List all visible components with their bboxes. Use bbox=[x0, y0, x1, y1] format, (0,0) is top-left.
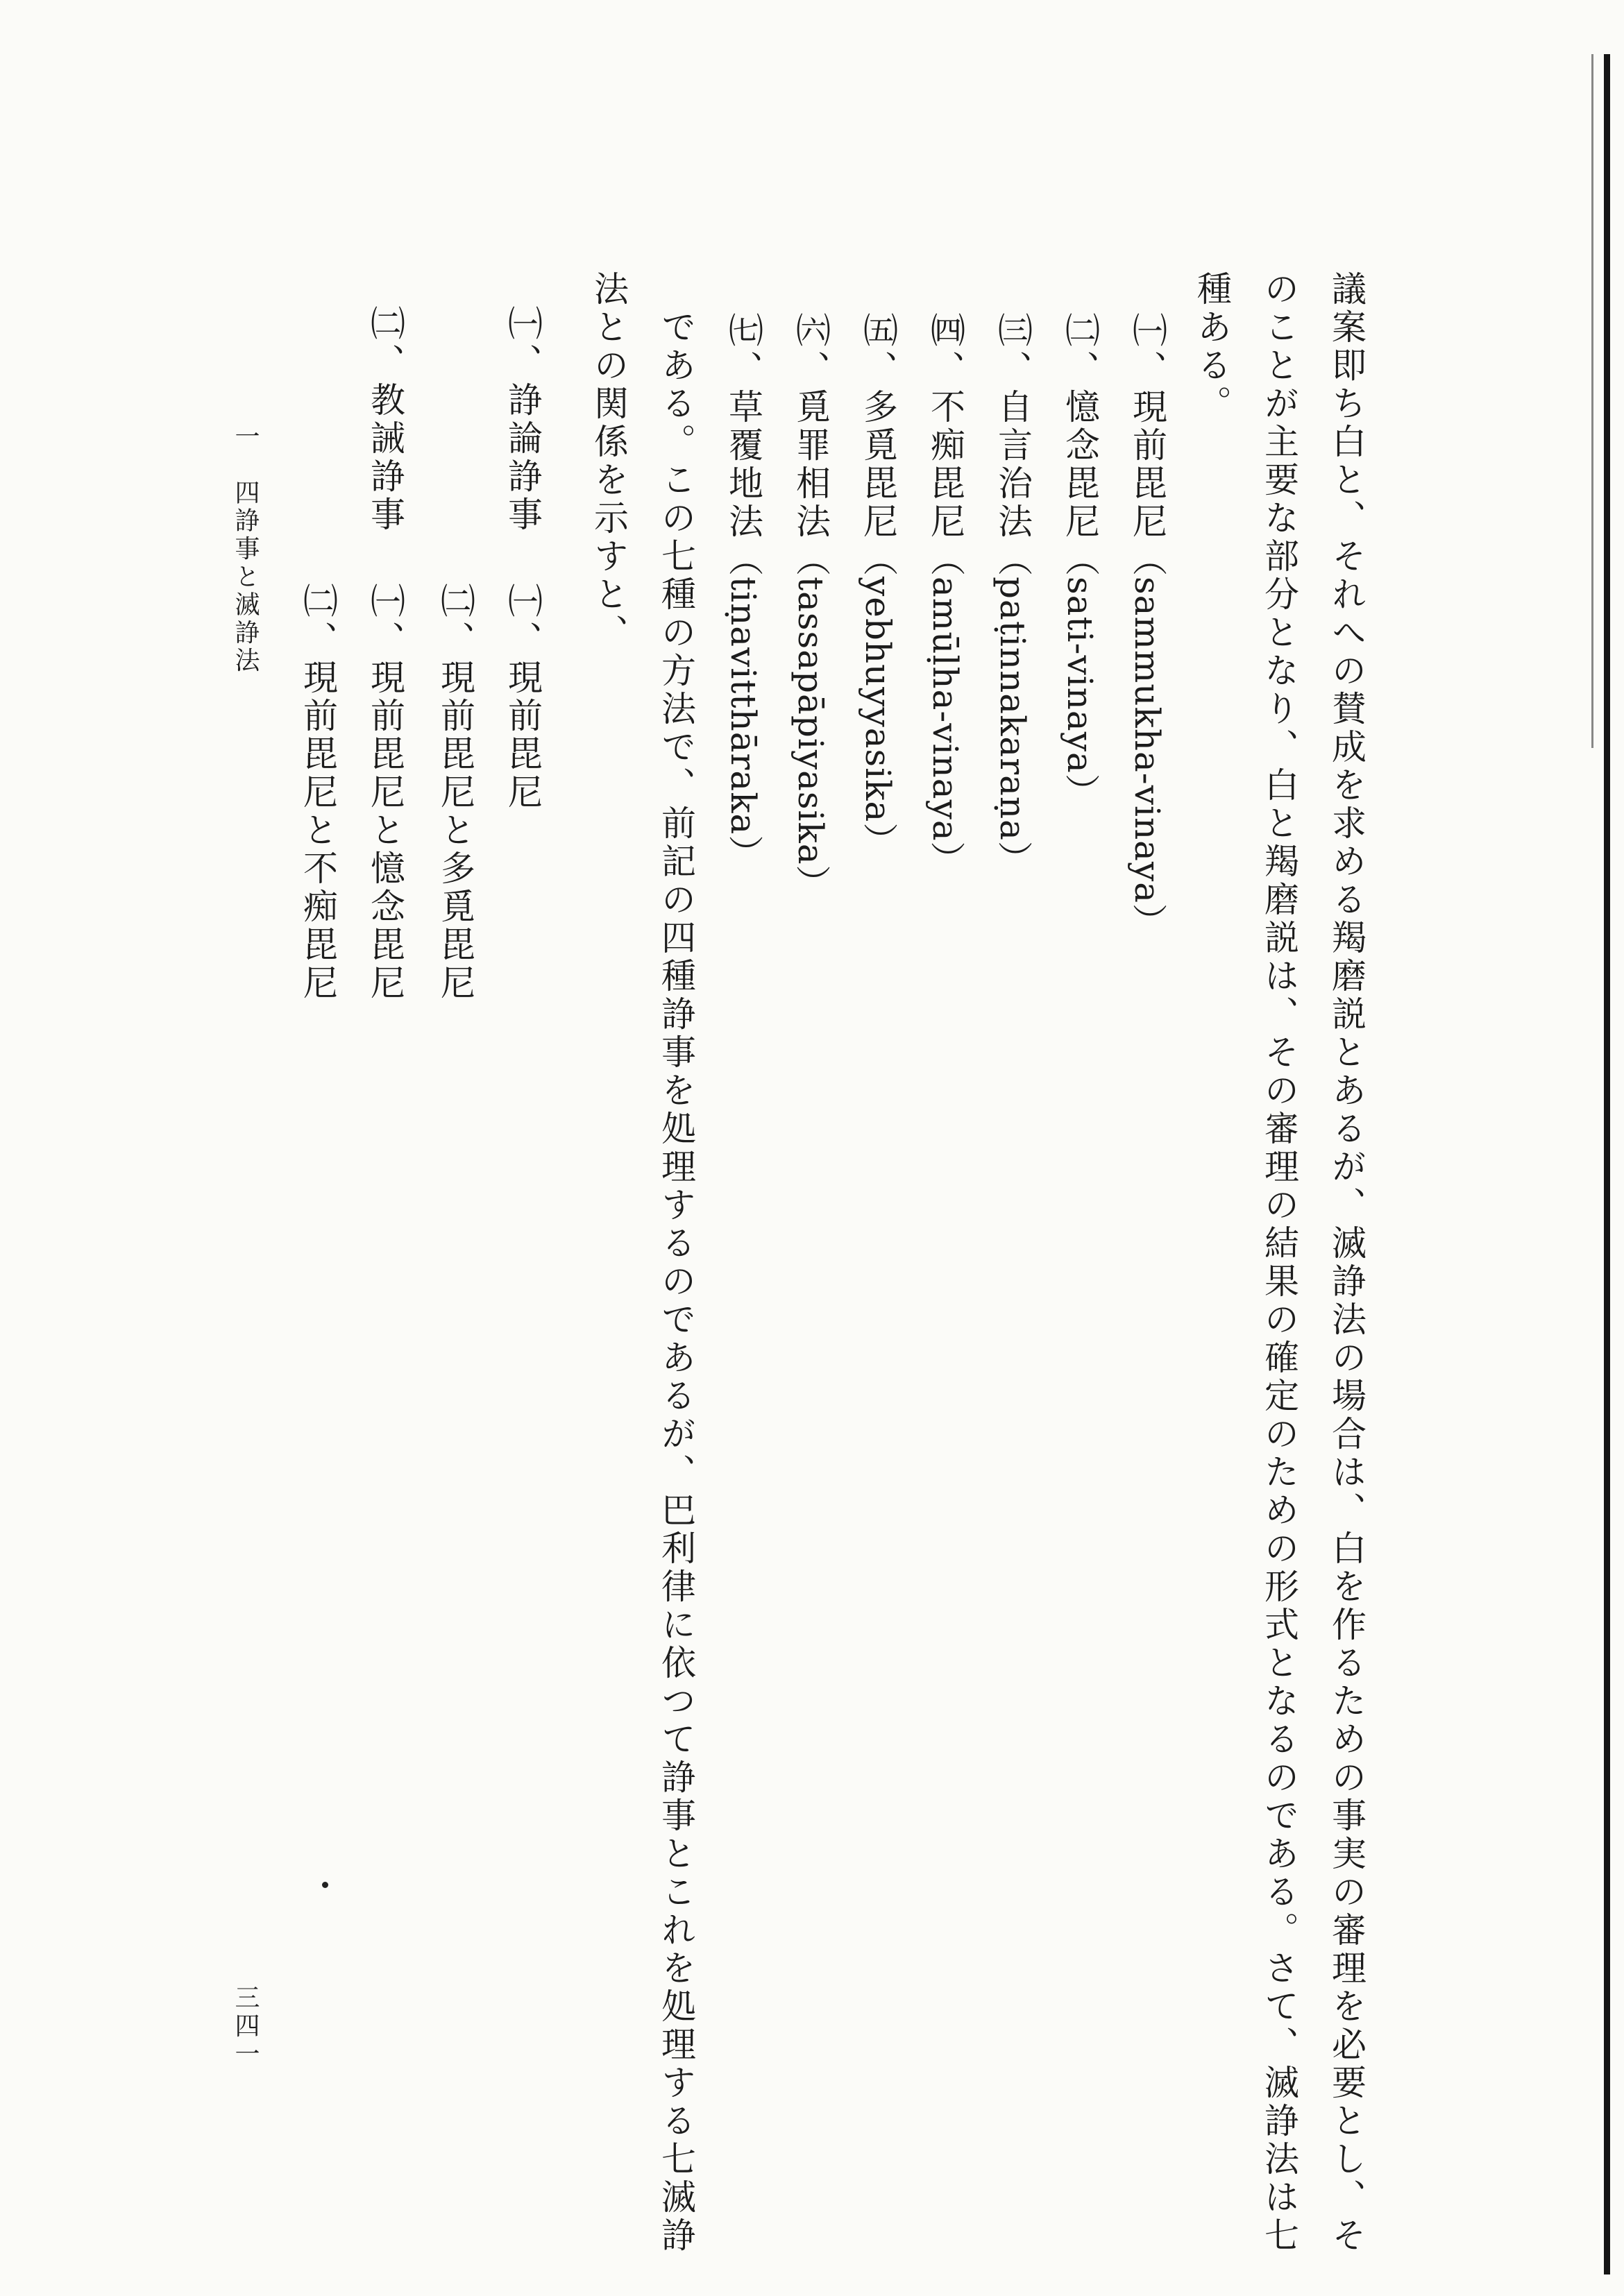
relation-dispute-2: ㈡、教誡諍事 bbox=[365, 305, 405, 534]
relation-method-2-1: ㈠、現前毘尼と憶念毘尼 bbox=[365, 583, 405, 1003]
method-item-4 bbox=[925, 312, 965, 877]
method-number: ㈣、 bbox=[925, 312, 965, 389]
paragraph2-line2: 法との関係を示すと、 bbox=[589, 271, 629, 652]
method-name: 覓罪相法 bbox=[790, 389, 831, 541]
method-name: 現前毘尼 bbox=[1127, 389, 1167, 541]
method-item-6 bbox=[790, 312, 831, 901]
method-number: ㈠、 bbox=[1127, 312, 1167, 389]
method-item-2 bbox=[1060, 312, 1100, 809]
method-name: 多覓毘尼 bbox=[858, 389, 898, 541]
method-pali: （amūḷha-vinaya） bbox=[925, 541, 965, 877]
method-name: 草覆地法 bbox=[723, 389, 763, 541]
page-edge-border bbox=[1604, 54, 1610, 2274]
method-number: ㈤、 bbox=[858, 312, 898, 389]
page-number: 三四一 bbox=[231, 1984, 260, 2068]
method-pali: （paṭinnakaraṇa） bbox=[992, 541, 1033, 876]
method-number: ㈥、 bbox=[790, 312, 831, 389]
method-item-5 bbox=[858, 312, 898, 858]
relation-method-1-2: ㈡、現前毘尼と多覓毘尼 bbox=[435, 583, 475, 1003]
method-item-1 bbox=[1127, 312, 1167, 939]
method-name: 自言治法 bbox=[992, 389, 1033, 541]
method-number: ㈦、 bbox=[723, 312, 763, 389]
method-pali: （yebhuyyasika） bbox=[858, 541, 898, 858]
paragraph1-line2: のことが主要な部分となり、白と羯磨説は、その審理の結果の確定のための形式となるのである。さて、滅諍法は七 bbox=[1259, 271, 1299, 2255]
running-head: 一 四諍事と滅諍法 bbox=[231, 423, 260, 675]
method-name: 憶念毘尼 bbox=[1060, 389, 1100, 541]
method-item-3 bbox=[992, 312, 1033, 876]
method-pali: （tassapāpiyasika） bbox=[790, 541, 831, 901]
method-pali: （tiṇavitthāraka） bbox=[723, 541, 763, 871]
relation-method-1-1: ㈠、現前毘尼 bbox=[502, 583, 543, 812]
paragraph1-line1: 議案即ち白と、それへの賛成を求める羯磨説とあるが、滅諍法の場合は、白を作るための事実の審理を必要とし、そ bbox=[1326, 271, 1367, 2255]
method-pali: （sammukha-vinaya） bbox=[1127, 541, 1167, 939]
method-number: ㈢、 bbox=[992, 312, 1033, 389]
page-edge-shadow bbox=[1591, 54, 1593, 748]
ink-speck bbox=[322, 1882, 328, 1888]
relation-method-2-2: ㈡、現前毘尼と不痴毘尼 bbox=[298, 583, 338, 1003]
paragraph1-line3: 種ある。 bbox=[1192, 271, 1232, 423]
method-item-7 bbox=[723, 312, 763, 871]
relation-dispute-1: ㈠、諍論諍事 bbox=[502, 305, 543, 534]
method-name: 不痴毘尼 bbox=[925, 389, 965, 541]
paragraph2-line1: である。この七種の方法で、前記の四種諍事を処理するのであるが、巴利律に依つて諍事とこれを処理する七滅諍 bbox=[656, 309, 696, 2255]
method-number: ㈡、 bbox=[1060, 312, 1100, 389]
method-pali: （sati-vinaya） bbox=[1060, 541, 1100, 809]
